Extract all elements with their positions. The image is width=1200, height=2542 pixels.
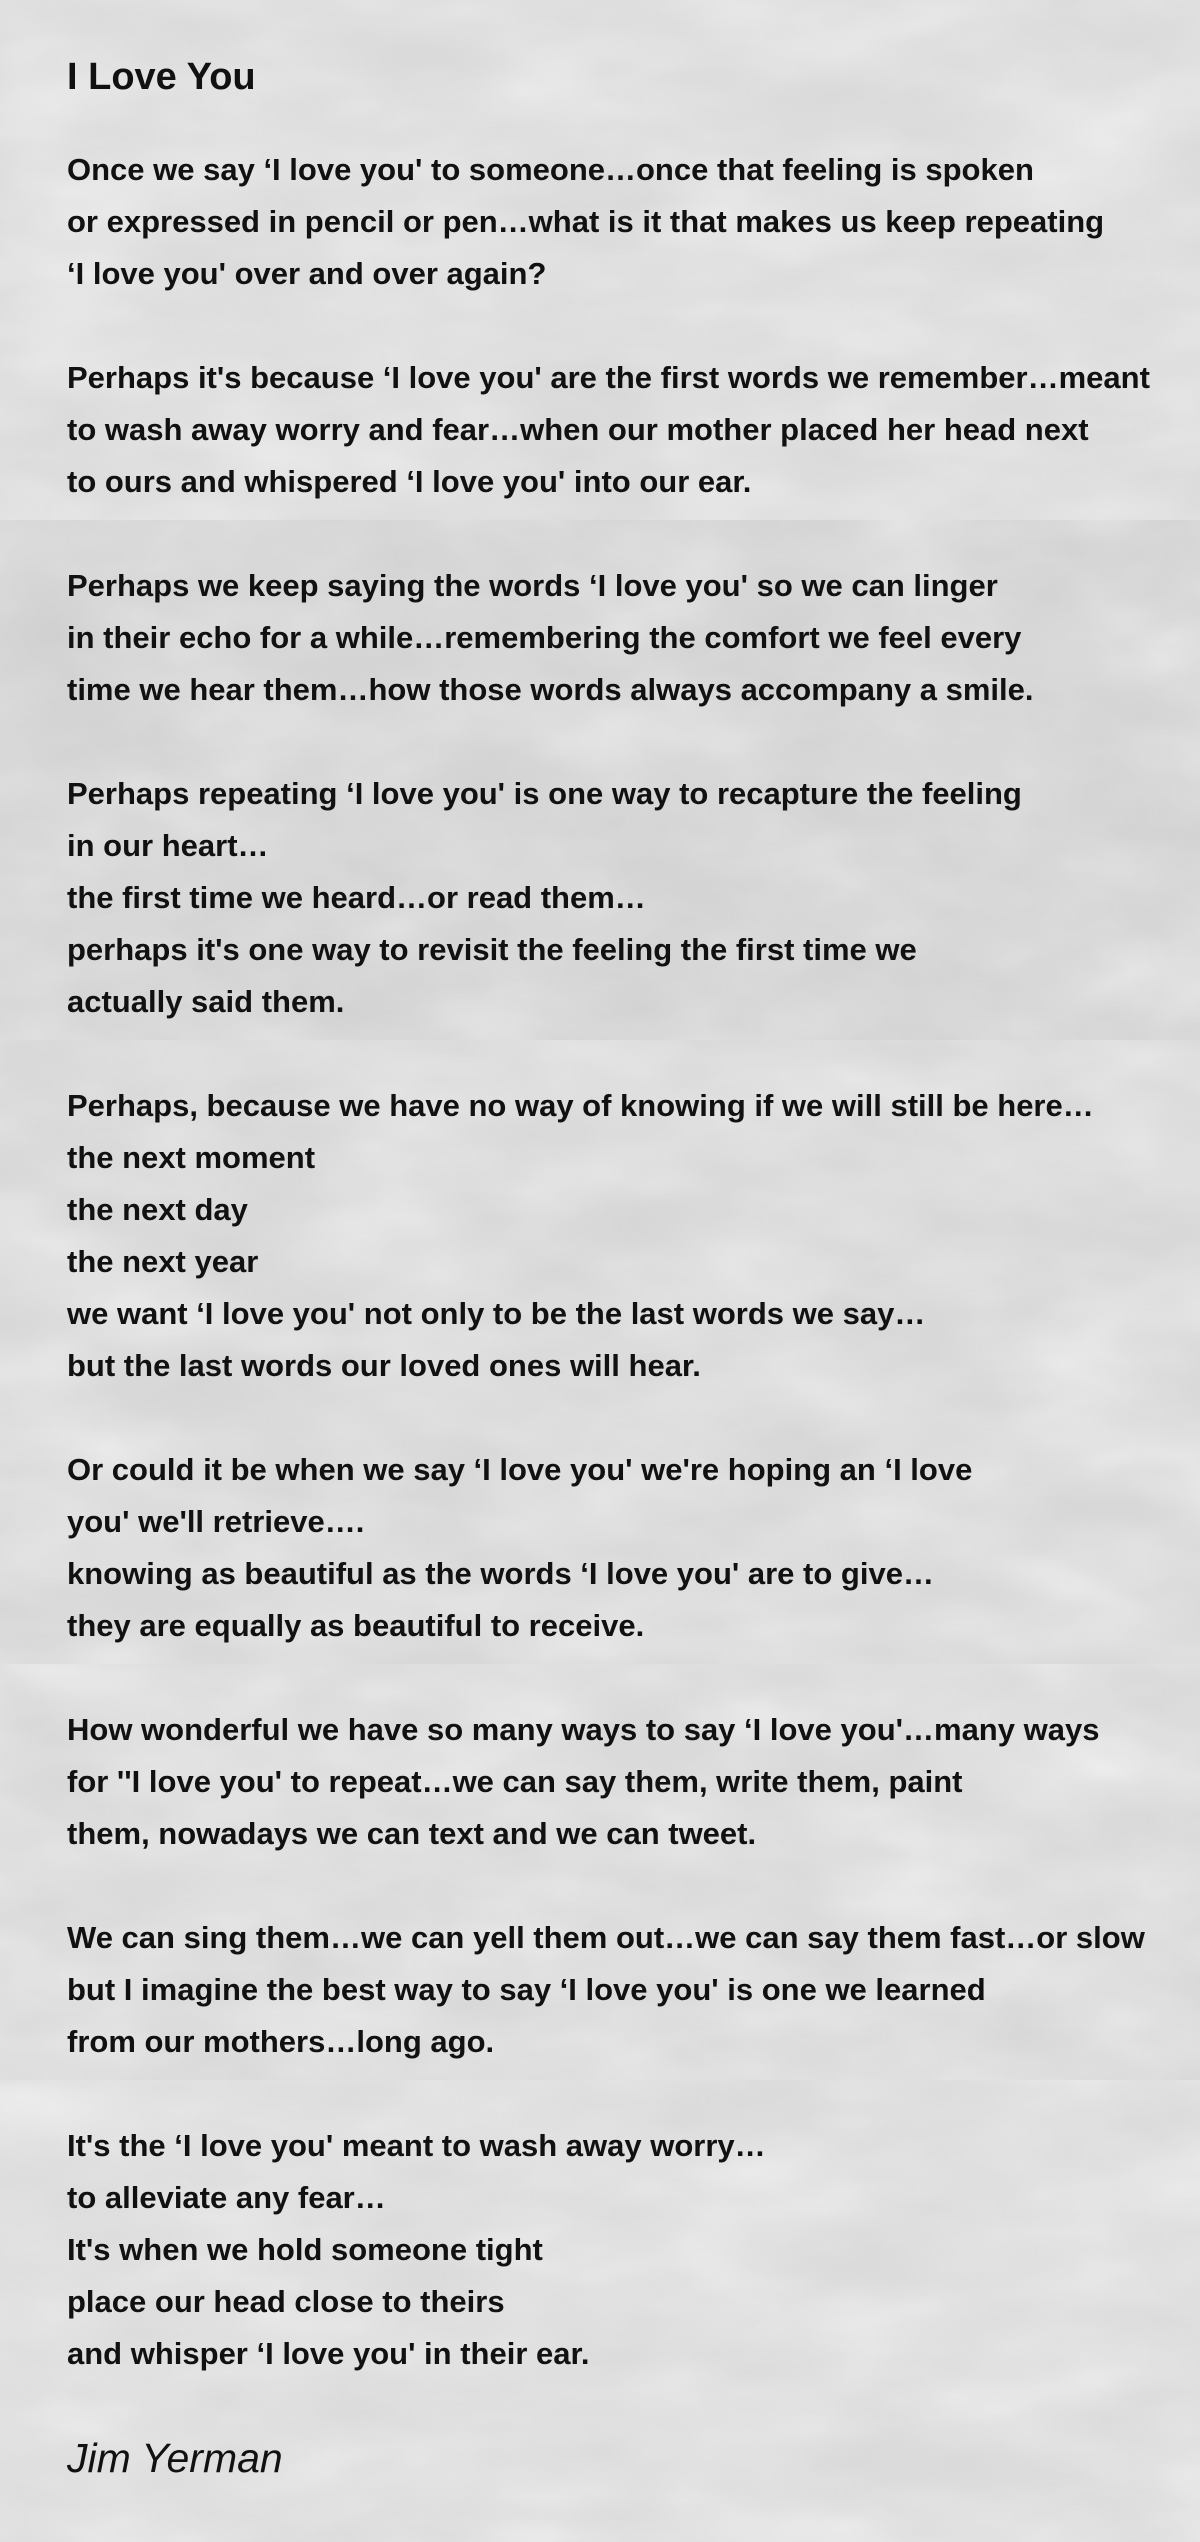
poem-line: to ours and whispered ‘I love you' into our ear. (67, 464, 752, 499)
poem-line: It's the ‘I love you' meant to wash away worry… (67, 2128, 766, 2163)
poem-stanza (67, 1912, 1200, 2068)
poem-line: Or could it be when we say ‘I love you' we're hoping an ‘I love (67, 1452, 973, 1487)
poem-line: place our head close to theirs (67, 2284, 505, 2319)
poem-line: but I imagine the best way to say ‘I love you' is one we learned (67, 1972, 986, 2007)
poem-title: I Love You (67, 56, 256, 98)
poem-line: Perhaps it's because ‘I love you' are the first words we remember…meant (67, 360, 1150, 395)
poem-line: We can sing them…we can yell them out…we can say them fast…or slow (67, 1920, 1145, 1955)
poem-stanza (67, 144, 1200, 300)
poem-line: to wash away worry and fear…when our mother placed her head next (67, 412, 1089, 447)
poem-line: in their echo for a while…remembering the comfort we feel every (67, 620, 1022, 655)
poem-container (67, 47, 1200, 2488)
poem-line: to alleviate any fear… (67, 2180, 386, 2215)
poem-line: and whisper ‘I love you' in their ear. (67, 2336, 590, 2371)
poem-line: time we hear them…how those words always accompany a smile. (67, 672, 1034, 707)
poem-line: actually said them. (67, 984, 345, 1019)
poem-line: we want ‘I love you' not only to be the last words we say… (67, 1296, 926, 1331)
poem-stanza (67, 560, 1200, 716)
poem-line: Perhaps, because we have no way of knowing if we will still be here… (67, 1088, 1094, 1123)
poem-line: Perhaps repeating ‘I love you' is one way to recapture the feeling (67, 776, 1022, 811)
poem-line: Once we say ‘I love you' to someone…once that feeling is spoken (67, 152, 1034, 187)
poem-line: you' we'll retrieve…. (67, 1504, 365, 1539)
poem-line: Perhaps we keep saying the words ‘I love you' so we can linger (67, 568, 998, 603)
poem-stanza (67, 1704, 1200, 1860)
poem-line: the next moment (67, 1140, 316, 1175)
poem-stanza (67, 2120, 1200, 2380)
poem-line: the next year (67, 1244, 259, 1279)
poem-line: the first time we heard…or read them… (67, 880, 646, 915)
poem-line: in our heart… (67, 828, 269, 863)
poem-stanza (67, 352, 1200, 508)
poem-stanza (67, 768, 1200, 1028)
poem-line: It's when we hold someone tight (67, 2232, 543, 2267)
poem-line: How wonderful we have so many ways to say ‘I love you'…many ways (67, 1712, 1100, 1747)
poem-line: but the last words our loved ones will hear. (67, 1348, 701, 1383)
poem-line: from our mothers…long ago. (67, 2024, 495, 2059)
poem-line: the next day (67, 1192, 248, 1227)
poem-line: they are equally as beautiful to receive. (67, 1608, 645, 1643)
poem-line: them, nowadays we can text and we can tweet. (67, 1816, 757, 1851)
poem-line: perhaps it's one way to revisit the feeling the first time we (67, 932, 917, 967)
poem-line: for ''I love you' to repeat…we can say them, write them, paint (67, 1764, 963, 1799)
poem-stanza (67, 1080, 1200, 1392)
poem-line: or expressed in pencil or pen…what is it that makes us keep repeating (67, 204, 1105, 239)
poem-line: ‘I love you' over and over again? (67, 256, 547, 291)
poem-author: Jim Yerman (67, 2435, 283, 2481)
poem-stanza (67, 1444, 1200, 1652)
poem-line: knowing as beautiful as the words ‘I love you' are to give… (67, 1556, 934, 1591)
poem-body (67, 144, 1200, 2380)
